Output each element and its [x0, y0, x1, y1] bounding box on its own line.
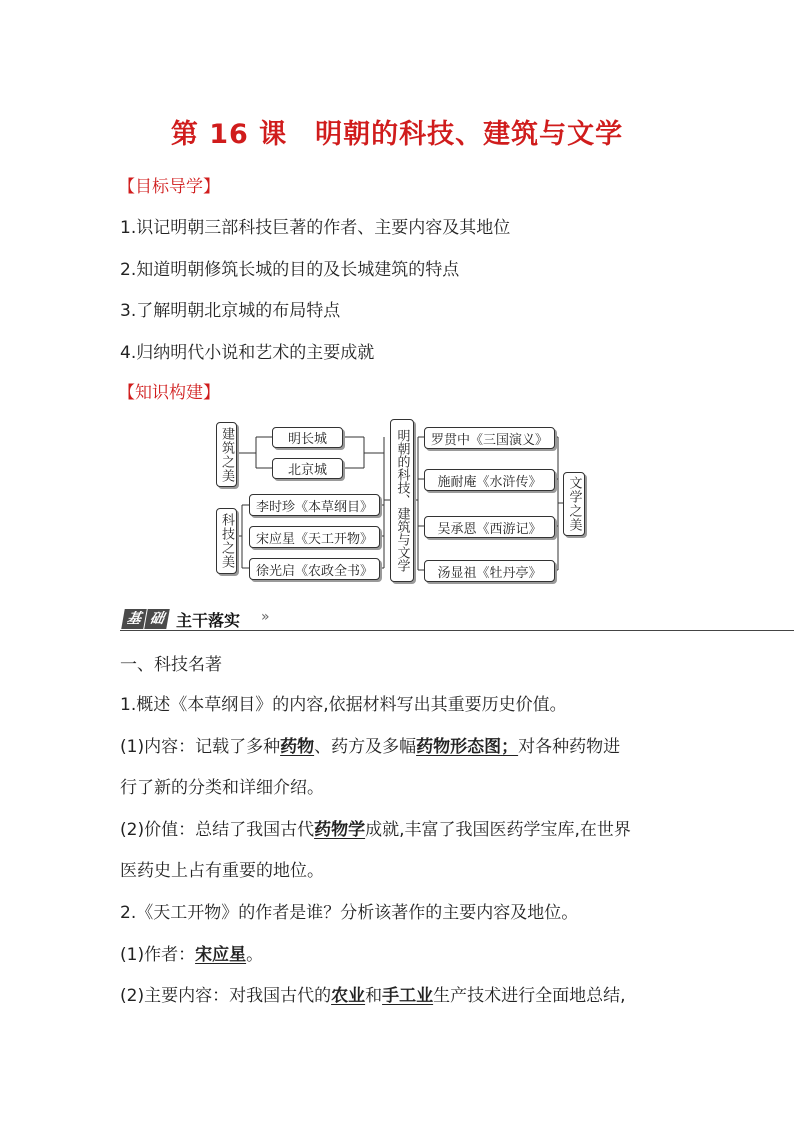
key-term: 手工业	[382, 986, 434, 1006]
map-node-sanguo: 罗贯中《三国演义》	[424, 427, 555, 449]
goal-item: 2.知道明朝修筑长城的目的及长城建筑的特点	[120, 260, 460, 280]
map-node-xiyou: 吴承恩《西游记》	[424, 516, 555, 538]
section-banner-title: 主干落实	[176, 611, 241, 630]
map-node-tiangong: 宋应星《天工开物》	[249, 526, 380, 548]
page-title: 第 16 课 明朝的科技、建筑与文学	[170, 119, 624, 150]
map-node-bencao: 李时珍《本草纲目》	[249, 494, 380, 516]
map-node-great-wall: 明长城	[272, 427, 343, 448]
key-term: 宋应星	[195, 945, 247, 965]
section-heading-knowledge: 【知识构建】	[118, 383, 220, 403]
section-badge	[123, 609, 169, 629]
answer-1-value-cont: 医药史上占有重要的地位。	[120, 861, 324, 881]
answer-1-content-cont: 行了新的分类和详细介绍。	[120, 778, 324, 798]
chevron-right-icon: »	[261, 609, 270, 625]
answer-2-content: (2)主要内容：对我国古代的农业和手工业生产技术进行全面地总结,	[120, 986, 626, 1006]
badge-char: 础	[144, 609, 170, 629]
map-node-nongzheng: 徐光启《农政全书》	[249, 558, 380, 580]
goal-item: 4.归纳明代小说和艺术的主要成就	[120, 343, 375, 363]
answer-2-author: (1)作者：宋应星。	[120, 945, 264, 965]
question-2: 2.《天工开物》的作者是谁？分析该著作的主要内容及地位。	[120, 903, 579, 923]
question-1: 1.概述《本草纲目》的内容,依据材料写出其重要历史价值。	[120, 695, 567, 715]
map-node-shuihu: 施耐庵《水浒传》	[424, 469, 555, 491]
map-node-mudan: 汤显祖《牡丹亭》	[424, 560, 555, 582]
content-heading: 一、科技名著	[120, 655, 222, 675]
goal-item: 3.了解明朝北京城的布局特点	[120, 301, 341, 321]
key-term: 药物	[280, 737, 315, 757]
key-term: 药物学	[314, 820, 366, 840]
section-divider	[120, 630, 794, 631]
answer-1-value: (2)价值：总结了我国古代药物学成就,丰富了我国医药学宝库,在世界	[120, 820, 631, 840]
badge-char: 基	[121, 609, 147, 629]
map-node-beijing: 北京城	[272, 458, 343, 479]
map-node-science: 科技之美	[216, 508, 237, 574]
map-node-architecture: 建筑之美	[216, 422, 237, 487]
map-node-center: 明朝的科技、建筑与文学	[390, 419, 414, 582]
goal-item: 1.识记明朝三部科技巨著的作者、主要内容及其地位	[120, 218, 511, 238]
map-node-literature: 文学之美	[563, 472, 585, 536]
key-term: 药物形态图；	[416, 737, 519, 757]
key-term: 农业	[331, 986, 366, 1006]
answer-1-content: (1)内容：记载了多种药物、药方及多幅药物形态图；对各种药物进	[120, 737, 621, 757]
section-heading-goals: 【目标导学】	[118, 177, 220, 197]
